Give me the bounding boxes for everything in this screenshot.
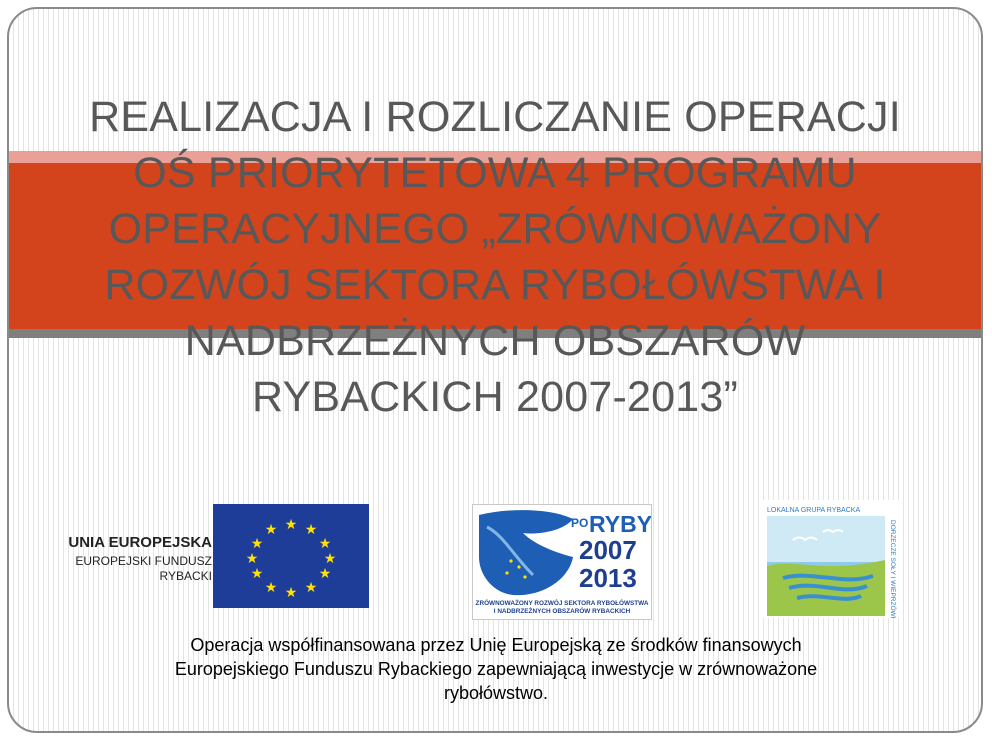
title-line: OPERACYJNEGO „ZRÓWNOWAŻONY bbox=[108, 205, 882, 253]
svg-text:★: ★ bbox=[245, 551, 259, 567]
slide-title bbox=[9, 89, 981, 425]
po-ryby-logo bbox=[472, 504, 652, 620]
svg-text:★: ★ bbox=[264, 522, 278, 538]
ryby-text: RYBY bbox=[589, 511, 651, 537]
poryby-caption1: ZRÓWNOWAŻONY ROZWÓJ SEKTORA RYBOŁÓWSTWA bbox=[475, 600, 649, 607]
title-line: ROZWÓJ SEKTORA RYBOŁÓWSTWA I bbox=[104, 261, 886, 309]
svg-text:★: ★ bbox=[250, 536, 264, 552]
svg-text:★: ★ bbox=[304, 580, 318, 596]
year-2007: 2007 bbox=[579, 535, 637, 565]
svg-text:★: ★ bbox=[264, 580, 278, 596]
title-line: OŚ PRIORYTETOWA 4 PROGRAMU bbox=[133, 149, 857, 197]
eu-flag-icon bbox=[213, 504, 369, 608]
svg-text:★: ★ bbox=[284, 517, 298, 533]
svg-text:★: ★ bbox=[318, 566, 332, 582]
svg-text:★: ★ bbox=[250, 566, 264, 582]
eu-logo-line1: UNIA EUROPEJSKA bbox=[68, 534, 212, 551]
svg-text:★: ★ bbox=[318, 536, 332, 552]
footer-line: Europejskiego Funduszu Rybackiego zapewniającą inwestycje w zrównoważone bbox=[174, 659, 818, 679]
year-2013: 2013 bbox=[579, 563, 637, 593]
footer-line: rybołówstwo. bbox=[443, 683, 549, 703]
po-text: PO bbox=[571, 516, 589, 530]
lgr-top-text: LOKALNA GRUPA RYBACKA bbox=[767, 507, 861, 514]
lgr-logo bbox=[763, 500, 899, 618]
title-line: REALIZACJA I ROZLICZANIE OPERACJI bbox=[89, 93, 901, 141]
logos-row bbox=[0, 500, 992, 625]
eu-logo-text bbox=[62, 534, 212, 584]
title-line: NADBRZEŻNYCH OBSZARÓW bbox=[184, 317, 806, 365]
svg-text:★: ★ bbox=[304, 522, 318, 538]
svg-text:★: ★ bbox=[284, 585, 298, 601]
eu-logo-line2: EUROPEJSKI FUNDUSZ bbox=[75, 554, 212, 568]
svg-text:★: ★ bbox=[323, 551, 337, 567]
footer-note bbox=[20, 633, 972, 705]
poryby-caption2: I NADBRZEŻNYCH OBSZARÓW RYBACKICH bbox=[493, 608, 631, 615]
eu-logo-line3: RYBACKI bbox=[159, 569, 212, 583]
footer-line: Operacja współfinansowana przez Unię Europejską ze środków finansowych bbox=[190, 635, 802, 655]
lgr-side-text: DORZECZE SOŁY I WIEPRZÓWKI bbox=[889, 520, 896, 618]
title-line: RYBACKICH 2007-2013” bbox=[251, 373, 738, 421]
